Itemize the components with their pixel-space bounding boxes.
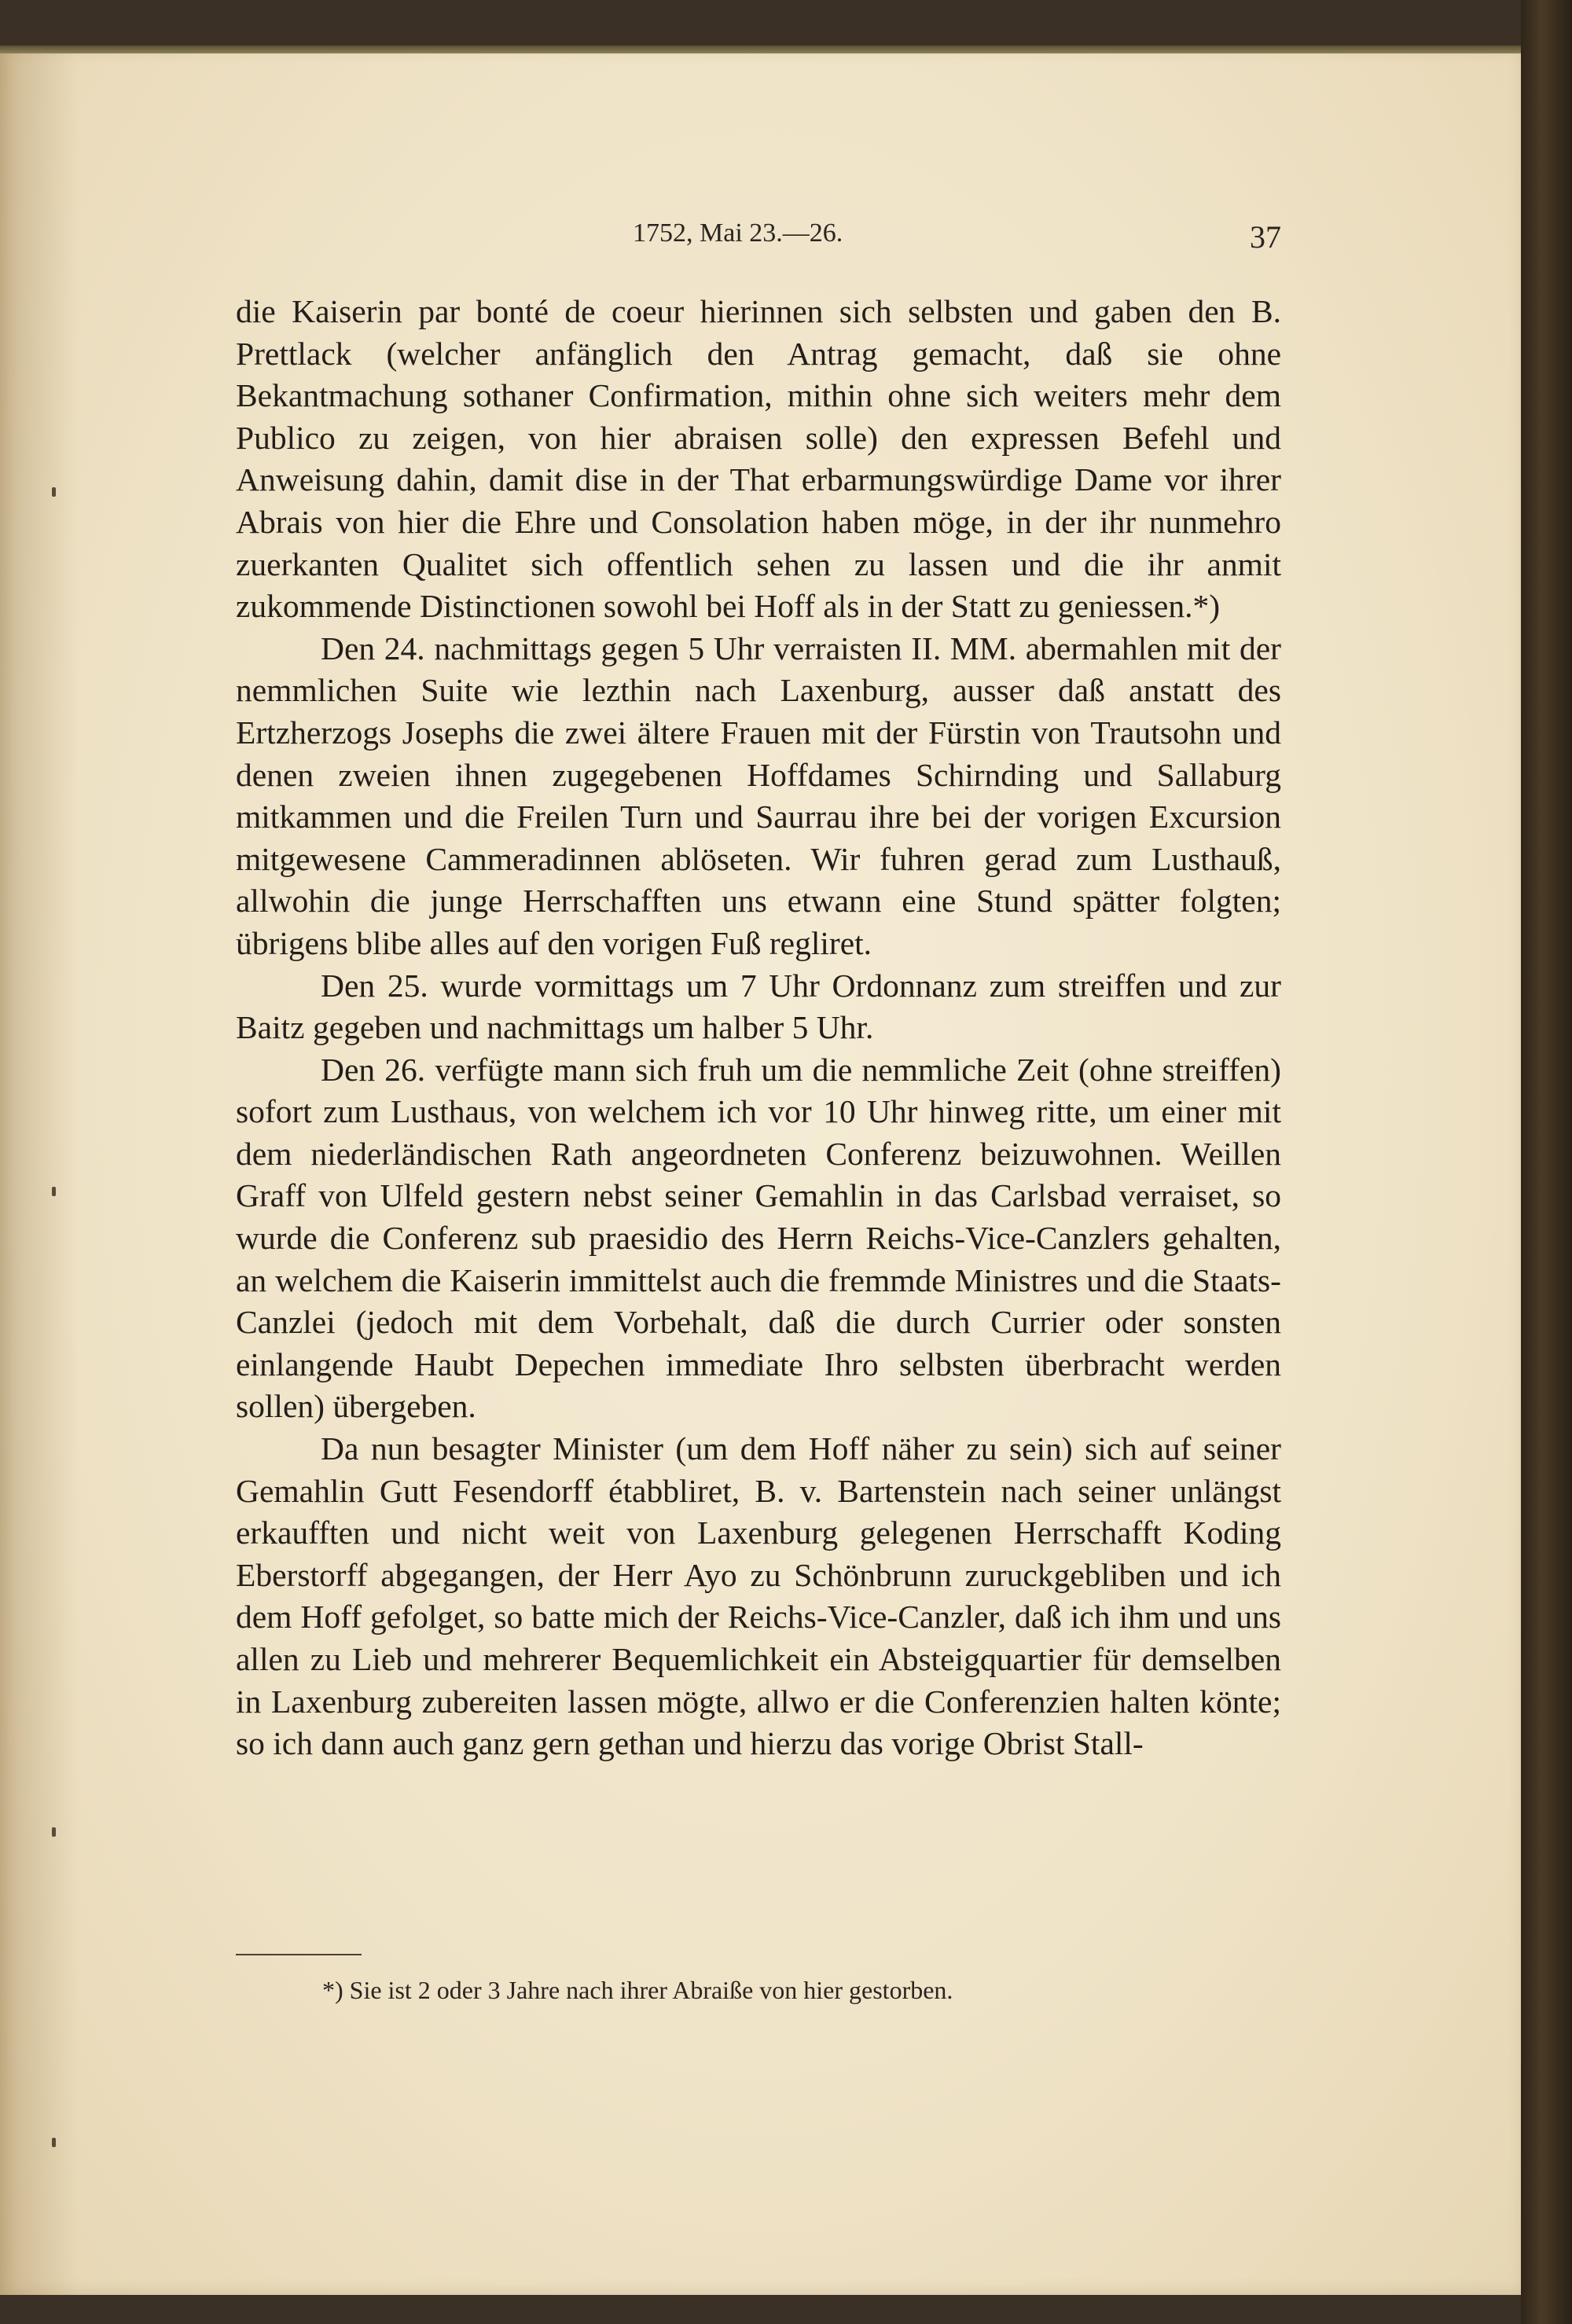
paragraph: Den 26. verfügte mann sich fruh um die nemmliche Zeit (ohne streiffen) sofort zum Lusthaus, von welchem ich vor 10 Uhr hinweg ritte, um einer mit dem niederländischen Rath angeordneten Conferenz beizuwohnen. Weillen Graff von Ulfeld gestern nebst seiner Gemahlin in das Carlsbad verraiset, so wurde die Conferenz sub praesidio des Herrn Reichs-Vice-Canzlers gehalten, an welchem die Kaiserin immittelst auch die fremmde Ministres und die Staats-Canzlei (jedoch mit dem Vorbehalt, daß die durch Currier oder sonsten einlangende Haubt Depechen immediate Ihro selbsten überbracht werden sollen) übergeben. bbox=[236, 1051, 1281, 1425]
paragraph: Den 24. nachmittags gegen 5 Uhr verraisten II. MM. abermahlen mit der nemmlichen Suite wie lezthin nach Laxenburg, ausser daß anstatt des Ertzherzogs Josephs die zwei ältere Frauen mit der Fürstin von Trautsohn und denen zweien ihnen zugegebenen Hoffdames Schirnding und Sallaburg mitkammen und die Freilen Turn und Saurrau ihre bei der vorigen Excursion mitgewesene Cammeradinnen ablöseten. Wir fuhren gerad zum Lusthauß, allwohin die junge Herrschafften uns etwann eine Stund spätter folgten; übrigens blibe alles auf den vorigen Fuß regliret. bbox=[236, 630, 1281, 961]
book-cover-edge bbox=[1521, 0, 1572, 2324]
footnote: *) Sie ist 2 oder 3 Jahre nach ihrer Abraiße von hier gestorben. bbox=[322, 1976, 953, 2004]
page-top-edge bbox=[0, 46, 1521, 53]
body-text bbox=[236, 291, 1281, 1765]
running-header bbox=[236, 218, 1281, 258]
margin-mark bbox=[52, 1187, 56, 1196]
margin-mark bbox=[52, 1827, 56, 1837]
paragraph: die Kaiserin par bonté de coeur hierinnen sich selbsten und gaben den B. Prettlack (welcher anfänglich den Antrag gemacht, daß sie ohne Bekantmachung sothaner Confirmation, mithin ohne sich weiters mehr dem Publico zu zeigen, von hier abraisen solle) den expressen Befehl und Anweisung dahin, damit dise in der That erbarmungswürdige Dame vor ihrer Abrais von hier die Ehre und Consolation haben möge, in der ihr nunmehro zuerkanten Qualitet sich offentlich sehen zu lassen und die ihr anmit zukommende Distinctionen sowohl bei Hoff als in der Statt zu geniessen.*) bbox=[236, 293, 1281, 625]
gutter-shadow bbox=[0, 47, 79, 2295]
paragraph: Da nun besagter Minister (um dem Hoff näher zu sein) sich auf seiner Gemahlin Gutt Fesendorff étabbliret, B. v. Bartenstein nach seiner unlängst erkaufften und nicht weit von Laxenburg gelegenen Herrschafft Koding Eberstorff abgegangen, der Herr Ayo zu Schönbrunn zuruckgebliben und ich dem Hoff gefolget, so batte mich der Reichs-Vice-Canzler, daß ich ihm und uns allen zu Lieb und mehrerer Bequemlichkeit ein Absteigquartier für demselben in Laxenburg zubereiten lassen mögte, allwo er die Conferenzien halten könte; so ich dann auch ganz gern gethan und hierzu das vorige Obrist Stall- bbox=[236, 1430, 1281, 1762]
page-number: 37 bbox=[1250, 219, 1281, 255]
margin-mark bbox=[52, 487, 56, 497]
footnote-rule bbox=[236, 1954, 362, 1955]
margin-mark bbox=[52, 2138, 56, 2147]
paragraph: Den 25. wurde vormittags um 7 Uhr Ordonnanz zum streiffen und zur Baitz gegeben und nachmittags um halber 5 Uhr. bbox=[236, 967, 1281, 1046]
running-title: 1752, Mai 23.—26. bbox=[633, 218, 843, 248]
